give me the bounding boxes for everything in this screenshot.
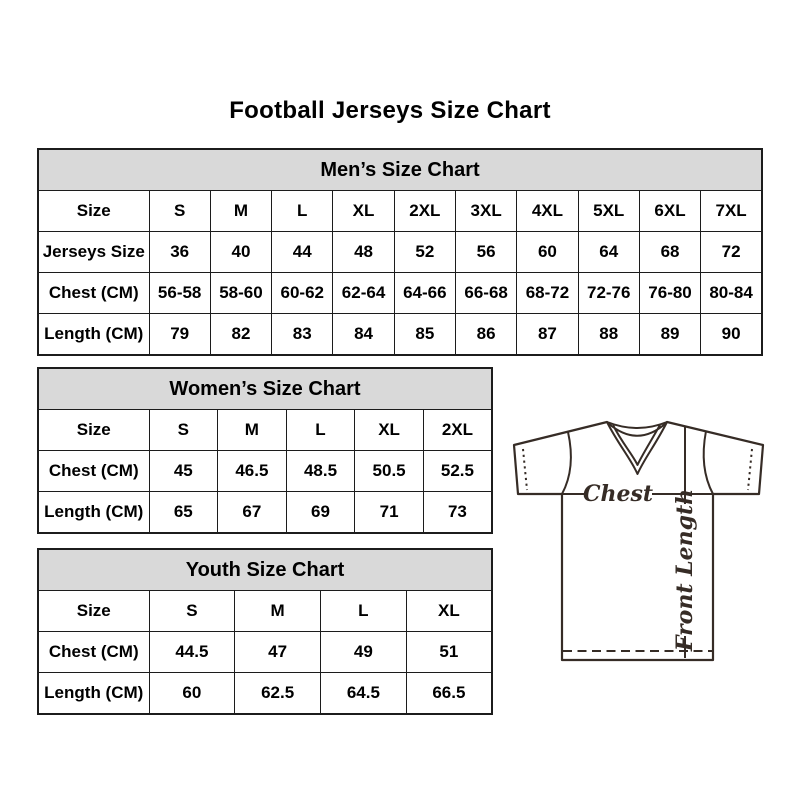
table-cell: 79 (149, 314, 210, 356)
table-cell: L (272, 191, 333, 232)
mens-size-table (37, 148, 763, 356)
table-cell: 2XL (423, 410, 492, 451)
table-row (38, 314, 762, 356)
table-cell: 88 (578, 314, 639, 356)
table-cell: 48 (333, 232, 394, 273)
table-cell: 72 (701, 232, 762, 273)
table-cell: 45 (149, 451, 218, 492)
row-label: Length (CM) (38, 492, 149, 534)
table-cell: 72-76 (578, 273, 639, 314)
table-cell: 46.5 (218, 451, 287, 492)
table-cell: L (321, 591, 407, 632)
row-label: Size (38, 191, 149, 232)
table-cell: S (149, 191, 210, 232)
table-cell: 56 (455, 232, 516, 273)
table-cell: 48.5 (286, 451, 355, 492)
table-title-row (38, 149, 762, 191)
table-cell: 89 (639, 314, 700, 356)
jersey-diagram (500, 400, 780, 670)
table-cell: 64.5 (321, 673, 407, 715)
table-cell: 2XL (394, 191, 455, 232)
table-cell: 66-68 (455, 273, 516, 314)
table-cell: 52 (394, 232, 455, 273)
table-cell: 65 (149, 492, 218, 534)
youth-table-title: Youth Size Chart (38, 549, 492, 591)
chest-measure-label: Chest (582, 481, 654, 507)
table-row (38, 273, 762, 314)
row-label: Chest (CM) (38, 632, 149, 673)
table-cell: 66.5 (406, 673, 492, 715)
jersey-outline (514, 422, 763, 660)
table-cell: 86 (455, 314, 516, 356)
table-cell: 80-84 (701, 273, 762, 314)
jersey-collar (607, 422, 667, 474)
table-title-row (38, 368, 492, 410)
table-cell: 60 (517, 232, 578, 273)
row-label: Length (CM) (38, 673, 149, 715)
table-cell: 64 (578, 232, 639, 273)
womens-table-title: Women’s Size Chart (38, 368, 492, 410)
row-label: Chest (CM) (38, 273, 149, 314)
table-cell: M (210, 191, 271, 232)
womens-size-table (37, 367, 493, 534)
table-cell: 44 (272, 232, 333, 273)
table-cell: 68 (639, 232, 700, 273)
table-cell: 44.5 (149, 632, 235, 673)
table-row (38, 591, 492, 632)
row-label: Jerseys Size (38, 232, 149, 273)
table-cell: 60-62 (272, 273, 333, 314)
table-cell: 82 (210, 314, 271, 356)
table-cell: 69 (286, 492, 355, 534)
table-cell: 49 (321, 632, 407, 673)
table-cell: 36 (149, 232, 210, 273)
table-cell: 50.5 (355, 451, 424, 492)
table-row (38, 232, 762, 273)
table-cell: 68-72 (517, 273, 578, 314)
table-cell: 40 (210, 232, 271, 273)
table-cell: 7XL (701, 191, 762, 232)
row-label: Size (38, 410, 149, 451)
row-label: Chest (CM) (38, 451, 149, 492)
table-cell: 5XL (578, 191, 639, 232)
table-cell: S (149, 591, 235, 632)
table-cell: XL (406, 591, 492, 632)
cuff-stitch-left (523, 449, 527, 490)
front-length-measure-label: Front Length (672, 488, 698, 652)
table-cell: 62-64 (333, 273, 394, 314)
table-row (38, 191, 762, 232)
youth-size-table (37, 548, 493, 715)
table-row (38, 632, 492, 673)
table-cell: 64-66 (394, 273, 455, 314)
jersey-armhole-seam-left (562, 432, 571, 494)
table-cell: L (286, 410, 355, 451)
table-cell: 62.5 (235, 673, 321, 715)
page-title: Football Jerseys Size Chart (229, 97, 551, 124)
cuff-stitch-right (748, 449, 752, 490)
table-cell: 56-58 (149, 273, 210, 314)
table-row (38, 451, 492, 492)
table-title-row (38, 549, 492, 591)
table-cell: 85 (394, 314, 455, 356)
table-row (38, 410, 492, 451)
table-cell: 51 (406, 632, 492, 673)
table-cell: 58-60 (210, 273, 271, 314)
table-cell: 6XL (639, 191, 700, 232)
jersey-armhole-seam-right (704, 431, 713, 494)
table-cell: 60 (149, 673, 235, 715)
table-cell: 83 (272, 314, 333, 356)
table-row (38, 673, 492, 715)
table-cell: 84 (333, 314, 394, 356)
row-label: Size (38, 591, 149, 632)
table-cell: 67 (218, 492, 287, 534)
table-cell: 90 (701, 314, 762, 356)
table-cell: S (149, 410, 218, 451)
table-cell: 73 (423, 492, 492, 534)
row-label: Length (CM) (38, 314, 149, 356)
table-cell: 52.5 (423, 451, 492, 492)
table-cell: XL (333, 191, 394, 232)
mens-table-title: Men’s Size Chart (38, 149, 762, 191)
table-cell: 76-80 (639, 273, 700, 314)
table-cell: 4XL (517, 191, 578, 232)
table-row (38, 492, 492, 534)
table-cell: M (218, 410, 287, 451)
table-cell: XL (355, 410, 424, 451)
table-cell: 87 (517, 314, 578, 356)
table-cell: 47 (235, 632, 321, 673)
table-cell: 71 (355, 492, 424, 534)
table-cell: M (235, 591, 321, 632)
table-cell: 3XL (455, 191, 516, 232)
